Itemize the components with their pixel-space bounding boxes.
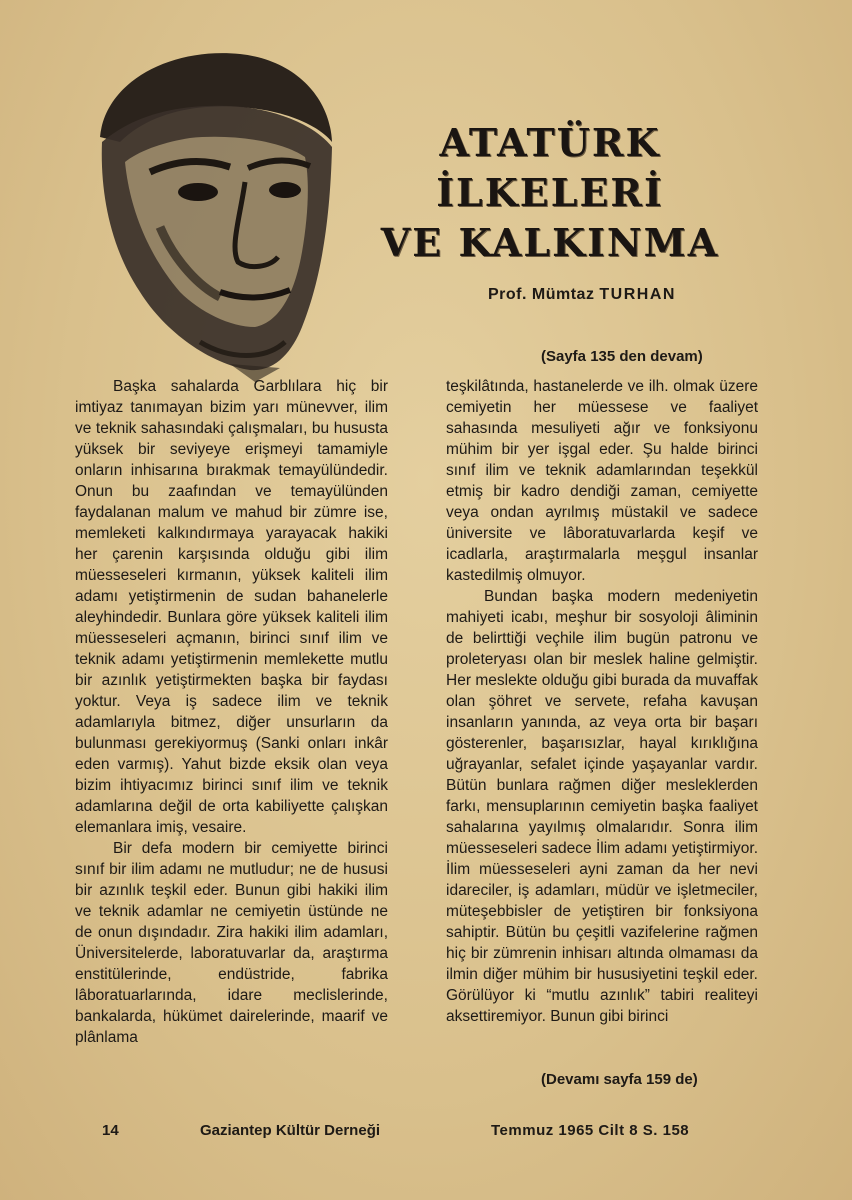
author-surname: TURHAN	[599, 286, 676, 303]
body-paragraph: Başka sahalarda Garblılara hiç bir imtiyaz tanımayan bizim yarı münevver, ilim ve teknik sahasındaki çalışmaları, bu hususta yüksek bir seviyeye erişmeyi tamamiyle onların inhisarına bırakmak temayülündedir. Onun bu zaafından ve temayülünden faydalanan malum ve mahud bir zümre ise, memleketi kalkındırmaya yarayacak hakiki her çarenin karşısında olduğu gibi ilim müesseseleri kırmanın, yüksek kaliteli ilim adamı yetiştirmenin de sudan bahanelerle aleyhindedir. Bunlara göre yüksek kaliteli ilim müesseseleri açmanın, birinci sınıf ilim ve teknik adamı yetiştirmenin memlekette mutlu bir azınlık yetiştirmekten başka bir faydası yoktur. Veya iş sadece ilim ve teknik adamlarıyla bitmez, diğer unsurların da bulunması gerekiyormuş (Sanki onları inkâr eden varmış). Yahut bizde eksik olan veya bizim ihtiyacımız birinci sınıf ilim ve teknik adamlarına değil de orta kabiliyette çalışkan elemanlara imiş, vesaire.	[75, 378, 388, 836]
body-column-right	[446, 376, 758, 1027]
publisher-name: Gaziantep Kültür Derneği	[200, 1122, 381, 1139]
article-title-line2: VE KALKINMA	[380, 220, 720, 265]
article-title	[360, 118, 740, 268]
page-number: 14	[102, 1122, 119, 1139]
continued-to-note: (Devamı sayfa 159 de)	[541, 1071, 698, 1088]
article-title-line1: ATATÜRK İLKELERİ	[436, 120, 664, 215]
body-paragraph: teşkilâtında, hastanelerde ve ilh. olmak üzere cemiyetin her müessese ve faaliyet sahasında mesuliyeti ağır ve fonksiyonu mühim bir yer işgal eder. Şu halde birinci sınıf ilim ve teknik adamlarından teşekkül etmiş bir kadro dendiği zaman, cemiyette veya ondan ayrılmış müstakil ve sadece üniversite ve lâboratuvarlarda keşif ve icadlarla, araştırmalarla meşgul insanlar kastedilmiş olmuyor.	[446, 378, 758, 584]
ataturk-portrait-image	[80, 42, 342, 382]
continued-from-note: (Sayfa 135 den devam)	[541, 348, 703, 365]
author-name: Prof. Mümtaz	[488, 286, 595, 303]
body-paragraph: Bundan başka modern medeniyetin mahiyeti icabı, meşhur bir sosyoloji âliminin de belirttiği veçhile ilim bugün patronu ve proleteryası olan bir meslek haline gelmiştir. Her meslekte olduğu gibi burada da muvaffak olan şöhret ve servete, refaha kavuşan insanların yanında, az veya orta bir başarı gösterenler, başarısızlar, hayal kırıklığına uğrayanlar, sefalet içinde yaşayanlar vardır. Bütün bunlara rağmen diğer mesleklerden farkı, mensuplarının cemiyetin başka faaliyet sahalarına yayılmış olmalarıdır. Sonra ilim müesseseleri sadece İlim adamı yetiştirmiyor. İlim müesseseleri ayni zaman da her nevi idareciler, iş adamları, müdür ve işletmeciler, müteşebbisler de yetiştiren bir fonksiyona sahiptir. Bütün bu çeşitli vazifelerine rağmen hiç bir zümrenin inhisarı altında olmaması da ilmin diğer mühim bir hususiyetini teşkil eder. Görülüyor ki “mutlu azınlık” tabiri realiteyi aksettiremiyor. Bunun gibi birinci	[446, 588, 758, 1025]
body-paragraph: Bir defa modern bir cemiyette birinci sınıf bir ilim adamı ne mutludur; ne de hususi bir azınlık teşkil eder. Bunun gibi hakiki ilim ve teknik adamlar ne cemiyetin üstünde ne de onun dışındadır. Zira hakiki ilim adamları, Üniversitelerde, laboratuvarlar da, araştırma enstitülerinde, endüstride, fabrika lâboratuarlarında, idare meclislerinde, bankalarda, hükümet dairelerinde, maarif ve plânlama	[75, 840, 388, 1046]
body-column-left	[75, 376, 388, 1048]
author-byline	[488, 286, 676, 304]
issue-info: Temmuz 1965 Cilt 8 S. 158	[491, 1122, 690, 1139]
